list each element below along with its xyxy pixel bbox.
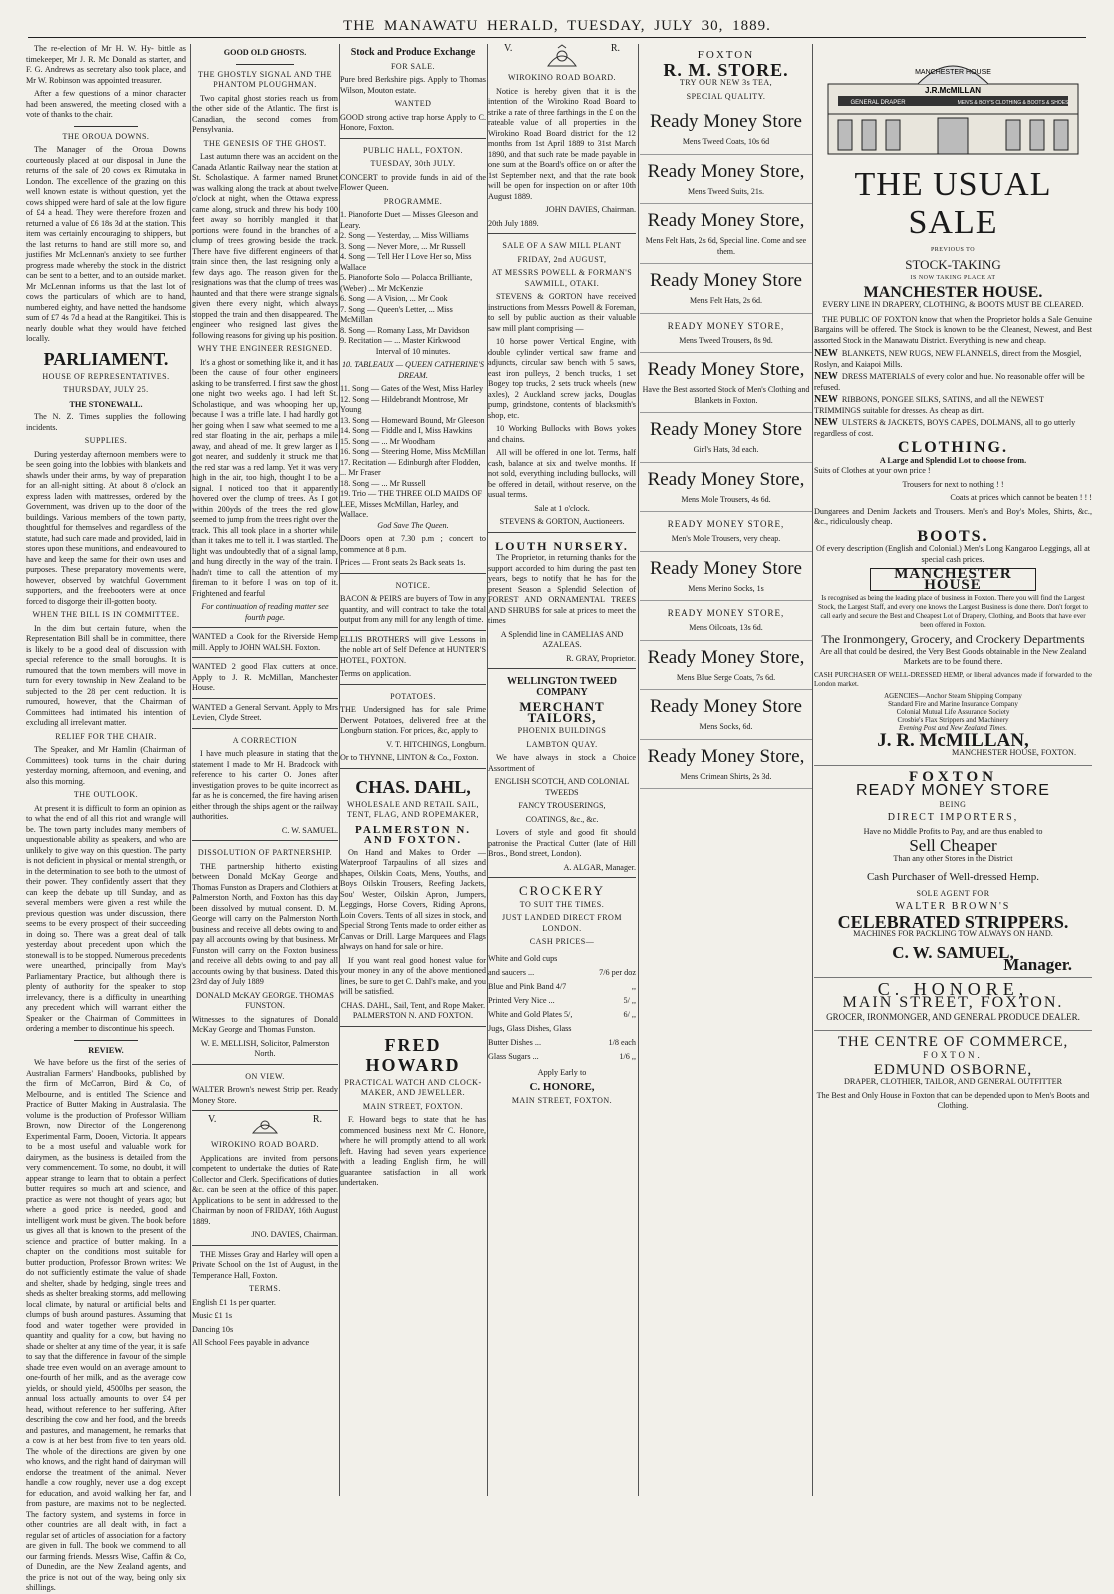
ad-text: Are all that could be desired, the Very Best Goods obtainable in the New Zealand Markets are to be found there. <box>819 646 1087 666</box>
ad-text: Apply Early to <box>537 1067 587 1077</box>
article-subtitle: THE GHOSTLY SIGNAL AND THE PHANTOM PLOUGHMAN. <box>197 69 333 89</box>
business-location: LAMBTON QUAY. <box>526 739 598 749</box>
svg-text:GENERAL DRAPER: GENERAL DRAPER <box>850 100 906 106</box>
notice <box>192 1064 338 1107</box>
rms-ad-text: Mens Oilcoats, 13s 6d. <box>689 623 763 632</box>
ad-text: WALTER BROWN'S <box>895 901 1011 912</box>
ad-text: Pure bred Berkshire pigs. Apply to Thomas Wilson, Mouton estate. <box>340 75 486 95</box>
list-item: 10. TABLEAUX — QUEEN CATHERINE'S DREAM. <box>341 360 485 380</box>
signature: V. T. HITCHINGS, Longburn. <box>386 739 486 749</box>
date: TUESDAY, 30th JULY. <box>370 159 456 168</box>
rms-ad-list <box>640 105 812 789</box>
signature: A. ALGAR, Manager. <box>563 862 636 872</box>
ad-text: Dungarees and Denim Jackets and Trousers. Men's and Boy's Moles, Shirts, &c., &c., ridiculously cheap. <box>814 506 1092 526</box>
business-location: PHOENIX BUILDINGS <box>517 726 607 735</box>
rms-ad-title: Ready Money Store <box>650 270 802 291</box>
list-item: 15. Song — ... Mr Woodham <box>340 436 435 446</box>
subheading: THE OUTLOOK. <box>73 790 139 799</box>
new-label: NEW <box>814 394 838 405</box>
price-row: Blue and Pink Band 4/7 ,, <box>488 981 636 991</box>
rms-ad-text: Mens Socks, 6d. <box>699 722 753 731</box>
section-heading: THE OROUA DOWNS. <box>62 131 150 141</box>
business-name: FRED HOWARD <box>365 1034 461 1075</box>
business-location: MAIN STREET, FOXTON. <box>511 1095 613 1105</box>
crest-letter: V. <box>208 1114 217 1125</box>
new-label: NEW <box>814 371 838 382</box>
section-heading: PARLIAMENT. <box>43 348 169 369</box>
ad-text: COATINGS, &c., &c. <box>525 814 599 824</box>
notice-text: 10 Working Bullocks with Bows yokes and chains. <box>488 424 636 444</box>
slogan: TO SUIT THE TIMES. <box>519 899 605 909</box>
signature: W. E. MELLISH, Solicitor, Palmerston North. <box>200 1038 330 1058</box>
section-heading: THE STONEWALL. <box>69 399 143 409</box>
ad-text: The Best and Only House in Foxton that can be depended upon to Men's Boots and Clothing. <box>816 1090 1090 1110</box>
column-3 <box>340 44 486 1496</box>
article-title: GOOD OLD GHOSTS. <box>223 48 307 57</box>
subheading: THE GENESIS OF THE GHOST. <box>203 138 327 148</box>
price-row: and saucers ... 7/6 per doz <box>488 967 636 977</box>
rms-ad-title: Ready Money Store, <box>647 359 805 380</box>
notice-heading: TERMS. <box>249 1284 281 1293</box>
slogan: Sell Cheaper <box>909 836 997 855</box>
new-item-text: ULSTERS & JACKETS, BOYS CAPES, DOLMANS, all to go utterly regardless of cost. <box>814 418 1076 438</box>
new-items-list <box>814 349 1092 439</box>
price-list <box>488 952 636 1064</box>
slogan: JUST LANDED DIRECT FROM LONDON. <box>502 913 622 933</box>
subheading: FOR SALE. <box>390 61 436 71</box>
business-ad <box>488 532 636 665</box>
notice <box>192 840 338 1060</box>
signature: JOHN DAVIES, Chairman. <box>545 205 636 214</box>
rms-ad-text: Mens Tweed Suits, 21s. <box>688 186 764 196</box>
masthead: THE MANAWATU HERALD, TUESDAY, JULY 30, 1889. <box>28 18 1086 38</box>
continuation-note: For continuation of reading matter see fourth page. <box>201 602 329 622</box>
classified-ad <box>192 657 338 694</box>
classified-ad <box>340 630 486 680</box>
ad-text: Terms on application. <box>340 669 412 678</box>
auction-ad <box>488 233 636 528</box>
classified-ad <box>192 627 338 653</box>
rms-ad-text: Mens Crimean Shirts, 2s 3d. <box>680 771 772 781</box>
ad-text: THE PUBLIC OF FOXTON know that when the Proprietor holds a Sale Genuine Bargains will be offered. The Stock is known to be the Cleanest, Newest, and Best assorted Stock in the Manawatu District. Everything is new and cheap. <box>814 314 1092 345</box>
business-name: LOUTH NURSERY. <box>495 538 629 553</box>
column-4 <box>488 44 636 1496</box>
slogan: TRY OUR NEW 3s TEA, <box>679 78 773 87</box>
rms-ad <box>640 155 812 205</box>
signature: R. GRAY, Proprietor. <box>566 653 636 663</box>
ad-text: Is recognised as being the leading place of business in Foxton. There you will find the Largest Stock, the Largest Staff, and every one knows the Largest Business is done there. Don't forget to call early and secure the Best and Cheapest Lot of Drapery, Clothing, and Boots that have ever been offered in Foxton. <box>818 594 1088 629</box>
business-location: MAIN STREET, FOXTON. <box>362 1101 464 1111</box>
rms-ad-title: Ready Money Store, <box>647 160 805 182</box>
subheading: PROGRAMME. <box>383 196 443 206</box>
price-row: Glass Sugars ... 1/6 ,, <box>488 1051 636 1061</box>
ad-text: Of every description (English and Colonial.) Men's Long Kangaroo Leggings, all at special cash prices. <box>815 544 1091 564</box>
ad-text: Crosbie's Flax Strippers and Machinery <box>897 715 1009 724</box>
column-6 <box>814 44 1092 1496</box>
list-item: 11. Song — Gates of the West, Miss Harley <box>340 384 484 393</box>
ad-text: On Hand and Makes to Order — Waterproof Tarpaulins of all sizes and shapes, Oilskin Coats, Mens, Youths, and Boys Oilskin Trousers, Reefing Jackets, Sou' Wester, Oilskin Apron, Jumpers, Leggings, Horse Covers, Riding Aprons, Loin Covers. Tents of all sizes in stock, and Special Strong Tents made to order either as Canvas or Drill. Large Marquees and Flags always on hand for sale or hire. <box>340 847 486 951</box>
business-desc: WHOLESALE AND RETAIL SAIL, TENT, FLAG, AND ROPEMAKER, <box>346 799 480 819</box>
new-item <box>814 372 1092 393</box>
rms-ad-title: Ready Money Store <box>650 111 802 132</box>
subheading: IS NOW TAKING PLACE AT <box>910 275 996 281</box>
notice <box>192 1110 338 1241</box>
ad-text: Evening Post and New Zealand Times. <box>898 723 1008 732</box>
article-text: It's a ghost or something like it, and it has been the cause of four other engineers asking to be transferred. I first saw the ghost one night two weeks ago. I had left St. Scholastique, and was whooping her up, because I was a trifle late. I had hardly got her going when I saw what seemed to me a red star floating in the air, perhaps a mile away, and ahead of me. It grew larger as I got nearer, and suddenly it struck me that the red star was a red lamp. Yet it was very high in the air, too high, thought I to be a signal. I noticed too that it apparently hovered over the clump of trees. As I got within 200yds of the trees the red glow seemed to jump from the trees right over the track. This all took place in a shorter while than it takes me to tell it. I was startled. The light was undoubtedly that of a signal lamp, and hung directly in the way of the train. I hadn't time to call the attention of my fireman to it before I was on top of it. Frightened and fearful <box>192 357 338 598</box>
royal-crest-icon <box>542 44 582 70</box>
column-5 <box>640 44 812 1496</box>
signature: STEVENS & GORTON, Auctioneers. <box>499 517 625 526</box>
article-text: Last autumn there was an accident on the Canada Atlantic Railway near the station at St. Scholastique. A farmer named Brunet was walking along the track at about twelve o'clock at night, when the Ottawa express came along, struck and threw his body 100 feet away so horribly mangled it that portions were found in the branches of a clump of trees growing beside the track. There have five different engineers of that train since then, the last resigning only a few days ago. The reason given for the resignations was that the clump of trees was haunted and that there were strange signals given there every night, which always stopped the train and then disappeared. The engineer who resigned last gives the following reasons for giving up his position. <box>192 152 338 340</box>
royal-crest-icon <box>248 1115 282 1137</box>
interval-note: Interval of 10 minutes. <box>375 346 451 356</box>
ad-text: AGENCIES—Anchor Steam Shipping Company <box>884 691 1022 700</box>
rms-ad <box>640 690 812 740</box>
new-label: NEW <box>814 348 838 359</box>
ad-text: EVERY LINE IN DRAPERY, CLOTHING, & BOOTS MUST BE CLEARED. <box>822 300 1084 309</box>
column-1 <box>26 44 186 1592</box>
subheading: CASH PRICES— <box>529 937 595 946</box>
price-row: Jugs, Glass Dishes, Glass <box>488 1023 572 1033</box>
rms-ad-text: Men's Mole Trousers, very cheap. <box>671 534 781 543</box>
signature: JNO. DAVIES, Chairman. <box>251 1230 338 1239</box>
programme-list <box>340 384 486 521</box>
rms-ad-text: Mens Mole Trousers, 4s 6d. <box>681 494 771 504</box>
rms-ad <box>640 204 812 264</box>
ad-text: Coats at prices which cannot be beaten ! ! ! <box>950 493 1092 502</box>
location: AT MESSRS POWELL & FORMAN'S SAWMILL, OTAKI. <box>491 268 633 288</box>
list-item: 1. Pianoforte Duet — Misses Gleeson and Leary. <box>340 210 479 230</box>
new-item <box>814 395 1092 416</box>
ad-text: WANTED 2 good Flax cutters at once. Apply to J. R. McMillan, Manchester House. <box>192 662 338 692</box>
business-desc: PRACTICAL WATCH AND CLOCK-MAKER, AND JEWELLER. <box>344 1077 482 1097</box>
ad-text: GOOD strong active trap horse Apply to C. Honore, Foxton. <box>340 112 486 132</box>
rms-ad <box>640 314 812 354</box>
ad-text: SOLE AGENT FOR <box>916 888 990 898</box>
ad-text: WANTED a Cook for the Riverside Hemp mill. Apply to JOHN WALSH. Foxton. <box>192 632 338 652</box>
new-label: NEW <box>814 417 838 428</box>
rms-ad-text: Mens Tweed Trousers, 8s 9d. <box>679 335 773 345</box>
section-heading: BOOTS. <box>917 527 989 545</box>
ad-text: Colonial Mutual Life Assurance Society <box>896 707 1010 716</box>
ad-text: Or to THYNNE, LINTON & Co., Foxton. <box>340 753 479 762</box>
article-text: The Speaker, and Mr Hamlin (Chairman of Committees) took turns in the chair during yesterday morning, afternoon, and evening, and also this morning. <box>26 745 186 786</box>
ad-text: DIRECT IMPORTERS, <box>887 812 1019 823</box>
date: FRIDAY, 2nd AUGUST, <box>517 254 607 264</box>
column-rule <box>638 44 639 1496</box>
ad-text: MACHINES FOR PACKLING TOW ALWAYS ON HAND. <box>853 929 1053 938</box>
ad-text: The Proprietor, in returning thanks for the support accorded to him during the past ten years, begs to notify that he has for the present Season a Splendid Selection of FOREST AND ORNAMENTAL TREES AND SHRUBS for sale at prices to meet the times <box>488 553 636 625</box>
rms-ad-title: Ready Money Store, <box>647 468 805 490</box>
business-name: WELLINGTON TWEED COMPANY <box>507 676 617 698</box>
business-ad <box>340 768 486 1022</box>
list-item: 16. Song — Steering Home, Miss McMillan <box>340 447 486 456</box>
rms-ad-text: Mens Felt Hats, 2s 6d. <box>690 296 762 305</box>
list-item: 5. Pianoforte Solo — Polacca Brilliante, (Weber) ... Mr McKenzie <box>340 273 473 293</box>
business-location: PALMERSTON N. AND FOXTON. <box>354 823 472 846</box>
article-text: The Manager of the Oroua Downs courteously placed at our disposal in June the returns of the sale of 20 cows ex Rimutaka in London. The excellence of the grazing on this well known estate is without question, yet the cows shipped were hard of sale at the low figure of £4 a head. They were therefore frozen and returned a value of £6 18s 3d at the station. This item was certainly encouraging to shippers, but the last returns to hand are still more so, and justifies Mr McLennan's anxiety to see further progress made whereby the stock in the district can be sent to a better, and to an outside market. Mr McLennan informs us that the last lot of cows the particulars of which are to hand, numbered eighty, and have netted the handsome sum of £7 4s 7d a head at the Rangitikei. This is nearly double what they would have fetched locally. <box>26 145 186 343</box>
article-text: Two capital ghost stories reach us from the other side of the Atlantic. The first is Canadian, the second comes from Pensylvania. <box>192 93 338 134</box>
section-heading: CLOTHING. <box>897 439 1008 456</box>
anthem: God Save The Queen. <box>377 520 449 530</box>
notice-heading: POTATOES. <box>390 691 436 701</box>
article-text: The re-election of Mr H. W. Hy- bittle as timekeeper, Mr J. R. Mc Donald as starter, and F. G. Andrews as secretary also took place, and Mr W. Robinson was appointed treasurer. <box>26 44 186 85</box>
column-rule <box>190 44 191 1496</box>
rms-ad-text: Mens Merino Socks, 1s <box>688 583 764 593</box>
rms-ad <box>640 601 812 641</box>
rms-ad-title: Ready Money Store <box>650 557 802 579</box>
section-subheading: HOUSE OF REPRESENTATIVES. <box>42 371 170 381</box>
notice-text: 10 horse power Vertical Engine, with double cylinder vertical saw frame and adjuncts, circular saw bench with 5 saws, east iron pulleys, 2 bench trucks, 1 set Bogey top trucks, 2 sets truck wheels (new axles), 2 Auckland screw jacks, Douglas pump, grindstone, contents of blacksmith's shop, etc. <box>488 337 636 420</box>
crest-letter: R. <box>312 1114 322 1125</box>
headline: THE USUAL SALE <box>854 166 1052 241</box>
business-location: MANCHESTER HOUSE, FOXTON. <box>951 748 1076 757</box>
rms-ad-title: READY MONEY STORE, <box>667 320 785 331</box>
slogan: CELEBRATED STRIPPERS. <box>837 911 1069 932</box>
ad-text: Prices — Front seats 2s Back seats 1s. <box>340 558 466 567</box>
business-name: FOXTON <box>909 768 997 785</box>
notice-text: All will be offered in one lot. Terms, half cash, balance at six and twelve months. If not sold, everything including bullocks, will be offered in detail, without reserve, on the usual terms. <box>488 448 636 499</box>
business-name: CHAS. DAHL, <box>355 776 471 797</box>
ad-text: DRAPER, CLOTHIER, TAILOR, AND GENERAL OUTFITTER <box>843 1077 1063 1086</box>
list-item: 18. Song — ... Mr Russell <box>340 478 426 488</box>
notice-text: STEVENS & GORTON have received instructions from Messrs Powell & Foreman, to sell by public auction as their valuable saw mill plant comprising — <box>488 292 636 333</box>
notice-heading: NOTICE. <box>395 580 431 590</box>
rms-ad-title: Ready Money Store, <box>647 745 805 767</box>
price-row: White and Gold Plates 5/, 6/ ,, <box>488 1009 636 1019</box>
rms-ad-title: Ready Money Store, <box>647 646 805 668</box>
classified-ad <box>340 684 486 764</box>
fee-line: English £1 1s per quarter. <box>192 1297 276 1307</box>
concert-ad <box>340 138 486 569</box>
business-name: CROCKERY <box>518 883 606 898</box>
notice-text: THE Misses Gray and Harley will open a Private School on the 1st of August, in the Temperance Hall, Foxton. <box>192 1249 338 1280</box>
ad-text: Doors open at 7.30 p.m ; concert to commence at 8 p.m. <box>340 534 486 554</box>
list-item: 6. Song — A Vision, ... Mr Cook <box>340 294 448 303</box>
notice-text: WALTER Brown's newest Strip per. Ready Money Store. <box>192 1085 338 1105</box>
rms-ad-text: Girl's Hats, 3d each. <box>693 445 759 454</box>
column-rule <box>812 44 813 1496</box>
list-item: 14. Song — Fiddle and I, Miss Hawkins <box>340 426 473 435</box>
ad-text: F. Howard begs to state that he has commenced business next Mr C. Honore, where he will promptly attend to all work left. Having had seven years experience with a leading English firm, he will guarantee satisfaction in all work undertaken. <box>340 1115 486 1187</box>
notice-text: THE partnership hitherto existing between Donald McKay George and Thomas Funston as Drapers and Clothiers at Palmerston North, and Foxton has this day been dissolved by mutual consent. D. M. George will carry on the Palmerston North business and receive all debts owing to and pay all accounts owing by that business. Mr Funston will carry on the Foxton business and receive all debts owing to and pay all accounts owing by that business. Dated this 23rd day of July 1889 <box>192 861 338 986</box>
ad-text: CONCERT to provide funds in aid of the Flower Queen. <box>340 172 486 192</box>
rms-ad <box>640 512 812 552</box>
price-row: Printed Very Nice ... 5/ ,, <box>488 995 636 1005</box>
notice-heading: A CORRECTION <box>232 735 298 745</box>
subheading: SUPPLIES. <box>84 436 128 445</box>
rms-ad <box>640 105 812 155</box>
notice-text: All School Fees payable in advance <box>192 1338 310 1347</box>
signature: C. W. SAMUEL. <box>281 825 338 835</box>
rms-ad-title: Ready Money Store, <box>647 210 805 231</box>
business-ad <box>488 877 636 1106</box>
list-item: 8. Song — Romany Lass, Mr Davidson <box>340 325 470 335</box>
manchester-house-illustration <box>818 44 1088 162</box>
list-item: 19. Trio — THE THREE OLD MAIDS OF LEE, Misses McMillan, Harley, and Wallace. <box>340 489 483 519</box>
notice-heading: SALE OF A SAW MILL PLANT <box>502 241 622 250</box>
notice-text: Applications are invited from persons competent to undertake the duties of Rate Collector and Clerk. Specifications of duties &c. can be seen at the office of this paper. Applications to be sent in addressed to the Chairman by noon of FRIDAY, 16th August 1889. <box>192 1153 338 1226</box>
ad-text: ENGLISH SCOTCH, AND COLONIAL TWEEDS <box>494 777 630 797</box>
notice-text: Sale at 1 o'clock. <box>534 503 590 513</box>
notice <box>340 573 486 626</box>
subheading: WHEN THE BILL IS IN COMMITTEE. <box>32 610 180 619</box>
programme-list <box>340 210 486 347</box>
business-ad <box>340 1026 486 1189</box>
ad-text: Cash Purchaser of Well-dressed Hemp. <box>866 871 1040 883</box>
ad-text: Than any other Stores in the District <box>893 853 1013 863</box>
list-item: 12. Song — Hildebrandt Montrose, Mr Young <box>340 394 469 414</box>
section-heading: MANCHESTER HOUSE <box>870 568 1037 591</box>
rms-ad <box>640 463 812 513</box>
rms-ad-title: Ready Money Store <box>650 419 802 440</box>
business-name: C. HONORE, <box>877 978 1029 999</box>
rms-ad-title: READY MONEY STORE, <box>667 519 785 529</box>
article-text: During yesterday afternoon members were to be seen going into the lobbies with blankets and shawls under their arms, by way of preparation for an all-night sitting. At about 8 o'clock an express laden with mattresses, ordered by the Government, was driven up to the door of the buildings. Various members of the town party, thoughtful for themselves and regardless of the statute, had such care made and provided, laid in stores upon these munitions, and endeavoured to have and keep the same for their own uses and purposes. These preparatory movements were, however, observed by watchful Government supporters, and the freebooters were at once forced to disgorge their ill-gotten booty. <box>26 449 186 606</box>
new-item-text: RIBBONS, PONGEE SILKS, SATINS, and all the NEWEST TRIMMINGS suitable for dresses. As cheap as dirt. <box>814 395 1044 415</box>
rms-ad-text: Mens Felt Hats, 2s 6d, Special line. Come and see them. <box>645 236 807 256</box>
list-item: 2. Song — Yesterday, ... Miss Williams <box>340 231 469 240</box>
rms-ad <box>640 264 812 314</box>
title: Manager. <box>1003 955 1072 974</box>
notice-heading: DISSOLUTION OF PARTNERSHIP. <box>197 848 333 857</box>
business-location: FOXTON. <box>923 1050 983 1060</box>
business-ad <box>488 668 636 873</box>
ad-text: Suits of Clothes at your own price ! <box>814 466 931 475</box>
list-item: 4. Song — Tell Her I Love Her so, Miss Wallace <box>340 252 472 272</box>
notice <box>192 1245 338 1349</box>
business-location: MAIN STREET, FOXTON. <box>842 994 1064 1011</box>
venue: PUBLIC HALL, FOXTON. <box>362 145 464 155</box>
business-name: C. W. SAMUEL, <box>892 942 1014 962</box>
ad-text: WANTED a General Servant. Apply to Mrs Levien, Clyde Street. <box>192 702 338 722</box>
new-item-text: DRESS MATERIALS of every color and hue. No reasonable offer will be refused. <box>814 372 1085 392</box>
list-item: 9. Recitation — ... Master Kirkwood <box>340 336 461 345</box>
new-item <box>814 418 1092 439</box>
ad-text: CASH PURCHASER OF WELL-DRESSED HEMP, or liberal advances made if forwarded to the London market. <box>814 670 1092 688</box>
signature: CHAS. DAHL, Sail, Tent, and Rope Maker. PALMERSTON N. AND FOXTON. <box>340 1000 486 1020</box>
article-text: The N. Z. Times supplies the following incidents. <box>26 412 186 432</box>
rms-ad-text: Have the Best assorted Stock of Men's Clothing and Blankets in Foxton. <box>642 385 810 405</box>
new-item-text: BLANKETS, NEW RUGS, NEW FLANNELS, direct from the Mosgiel, Roslyn, and Kaiapoi Mills. <box>814 349 1082 369</box>
slogan: SPECIAL QUALITY. <box>686 91 766 101</box>
store-name: MANCHESTER HOUSE. <box>863 283 1043 301</box>
date: 20th July 1889. <box>488 218 539 228</box>
list-item: 13. Song — Homeward Bound, Mr Gleeson <box>340 415 485 425</box>
ad-text: Standard Fire and Marine Insurance Company <box>888 699 1018 708</box>
rms-ad <box>640 740 812 790</box>
rms-ad-text: Mens Blue Serge Coats, 7s 6d. <box>676 672 776 682</box>
ad-text: THE Undersigned has for sale Prime Derwent Potatoes, delivered free at the Longburn station. For prices, &c, apply to <box>340 705 486 735</box>
article-text: In the dim but certain future, when the Representation Bill shall be in committee, there is likely to be a good deal of discussion with special reference to the small boroughs. It is rumoured that the town members will move in turn for every township in New Zealand to be subjected to the 28 per cent reduction. It is rumoured, however, that the Chairman of Committees had intimated his intention of excluding all irrelevant matter. <box>26 623 186 727</box>
article-text: We have before us the first of the series of Australian Farmers' Handbooks, published by the firm of McCarron, Bird & Co, of Melbourne, and is entitled The Science and Practice of Butter Making in Australasia. The volume is the production of Professor William Brown, now Director of the Longerenong Experimental Farm, Dooen, Victoria. It appears to be a most useful and valuable work for dairymen, as the business is detailed from the very commencement. To some, no doubt, it will appear strange to learn that to obtain a perfect butter requires so much art and science, and practice as were not thought of years ago; but where a good price is needed, good and intelligent work must be given. The book before us gives all that is known to the present of the science and practice of butter making. In a chapter on the conditions most suitable for butter production, Professor Brown writes: We do not sufficiently estimate the value of shade and shelter, shade by hedging, single trees and sheds as shelter breaking storms, add mellowing local climate, by natural or artificial belts and clumps of bush around pastures. Assuming that food and water together were provided in quantity and quality for a cow, but having no shade or shelter at any time of the year, it is safe to say that the difference in favour of the simple shade tree even would on an average amount to one-fourth of her milk, and as the average cow yields, or should yield, 4500lbs per season, the annual loss actually amounts to over £4 per head, without reference to her suffering. After describing the cow and her food, and the breeds and pastures, and management, he remarks that a cow is at her best from five to ten years old. The whole of the directions are given by one who knows, and the right hand of dairyman will endorse the treatment of the animal. Never handle a cow roughly, never use a dog except for education, and avoid walking her far, and from pasture, are maxims not to be neglected. The factory system, and systems in force in other countries are all dealt with, in fact a regular set of articles of association for a factory are given in full. The book we commend to all our farming friends. Messrs Wise, Caffin & Co, of Dunedin, are the New Zealand agents, and the price is not out of the way, being only six shillings. <box>26 1058 186 1592</box>
rms-ad <box>640 353 812 413</box>
list-item: 3. Song — Never More, ... Mr Russell <box>340 241 466 251</box>
new-item <box>814 349 1092 370</box>
ad-text: Lovers of style and good fit should patronise the Practical Cutter (late of Hill Bros., Bond street, London). <box>488 828 636 858</box>
rms-ad <box>640 552 812 602</box>
subheading: STOCK-TAKING <box>905 256 1001 272</box>
article-text: After a few questions of a minor character had been answered, the meeting closed with a vote of thanks to the chair. <box>26 89 186 119</box>
business-name: EDMUND OSBORNE, <box>873 1061 1033 1078</box>
notice-heading: ON VIEW. <box>245 1071 285 1081</box>
svg-text:J.R.McMILLAN: J.R.McMILLAN <box>925 86 981 95</box>
notice-heading: WIROKINO ROAD BOARD. <box>508 73 616 82</box>
subheading: RELIEF FOR THE CHAIR. <box>55 731 157 741</box>
article-text: At present it is difficult to form an opinion as to what the end of all this riot and wrangle will be. The town party includes many members of unquestionable ability as speakers, and who are unlikely to give way on this question. The party is not deficient in physical or mental strength, or in the determination to see both to the utmost of their power. They confidently assert that they can keep the debate up till Sunday, and as several members were given a rest while the previous question was under discussion, there seems to be every prospect of their succeeding in doing so. There was a great deal of talk yesterday about precedent upon which the stonewall is to be stopped. Numerous precedents were unearthed, principally from May's Parliamentary Practice, but although there is plenty of authority for the speaker to stop irrelevancy, there is a difficulty in unearthing any precedent which will warrant either the Speaker or the Chairman of Committees in ordering a member to discontinue his speech. <box>26 803 186 1033</box>
notice-text: Witnesses to the signatures of Donald McKay George and Thomas Funston. <box>192 1014 338 1034</box>
signature: DONALD McKAY GEORGE. THOMAS FUNSTON. <box>196 990 334 1010</box>
rms-ad-title: Ready Money Store <box>650 696 802 717</box>
fee-line: Dancing 10s <box>192 1324 234 1334</box>
notice <box>192 728 338 837</box>
subheading: WANTED <box>394 99 432 108</box>
ad-text: A Splendid line in CAMELIAS AND AZALEAS. <box>500 629 624 649</box>
svg-text:MANCHESTER HOUSE: MANCHESTER HOUSE <box>915 69 991 76</box>
section-heading: REVIEW. <box>88 1045 124 1055</box>
classified-ad <box>192 698 338 724</box>
ad-text: Have no Middle Profits to Pay, and are thus enabled to <box>863 826 1043 836</box>
ad-text: We have always in stock a Choice Assortment of <box>488 753 636 773</box>
subheading: PREVIOUS TO <box>930 247 976 253</box>
ad-text: A Large and Splendid Lot to choose from. <box>879 455 1027 465</box>
rms-ad <box>640 413 812 463</box>
business-desc: MERCHANT TAILORS, <box>519 699 605 725</box>
price-row: White and Gold cups <box>488 953 558 963</box>
store-name: READY MONEY STORE <box>856 782 1050 799</box>
notice-text: Notice is hereby given that it is the intention of the Wirokino Road Board to strike a rate of three farthings in the £ on the rateable value of all properties in the Wirokino Road Board district for the 12 months from 1st April 1889 to 31st March 1890, and that such rate be made payable in one sum at the Board's office on or after the 1st September next, and that the rate book will be open for inspection on or after 10th August 1889. <box>488 86 636 201</box>
ad-text: FANCY TROUSERINGS, <box>518 801 606 810</box>
column-2 <box>192 44 338 1496</box>
section-heading: The Ironmongery, Grocery, and Crockery Departments <box>821 632 1085 646</box>
notice-text: I have much pleasure in stating that the statement I made to Mr H. Bradcock with reference to his carter O. Jones after investigation proves to be quite incorrect as far as he is concerned, the fire having arisen either through the ships agent or the railway authorities. <box>192 749 338 821</box>
ad-text: If you want real good honest value for your money in any of the above mentioned lines, be sure to get C. Dahl's make, and you will be satisfied. <box>340 955 486 996</box>
business-name: J. R. McMILLAN, <box>877 729 1029 751</box>
svg-text:MEN'S & BOY'S CLOTHING & BOOTS: MEN'S & BOY'S CLOTHING & BOOTS & SHOES <box>957 100 1069 106</box>
notice-heading: WIROKINO ROAD BOARD. <box>211 1140 319 1149</box>
rms-ad <box>640 641 812 691</box>
ad-text: GROCER, IRONMONGER, AND GENERAL PRODUCE DEALER. <box>826 1011 1080 1022</box>
ad-text: ELLIS BROTHERS will give Lessons in the noble art of Self Defence at HUNTER'S HOTEL, FOXTON. <box>340 634 486 665</box>
list-item: 17. Recitation — Edinburgh after Flodden, ... Mr Fraser <box>340 457 481 477</box>
crest-letter: R. <box>610 43 620 54</box>
rms-ad-text: Mens Tweed Coats, 10s 6d <box>682 137 770 146</box>
fee-line: Music £1 1s <box>192 1311 233 1320</box>
business-name: C. HONORE, <box>529 1081 595 1093</box>
store-name: R. M. STORE. <box>663 59 789 80</box>
business-name: THE CENTRE OF COMMERCE, <box>837 1033 1069 1050</box>
dateline: THURSDAY, JULY 25. <box>63 385 149 394</box>
crest-letter: V. <box>504 43 513 54</box>
list-item: 7. Song — Queen's Letter, ... Miss McMillan <box>340 304 453 324</box>
ad-text: Trousers for next to nothing ! ! <box>902 479 1004 489</box>
ad-text: BEING <box>939 799 967 809</box>
section-heading: Stock and Produce Exchange <box>350 47 476 58</box>
rms-ad-title: READY MONEY STORE, <box>667 608 785 618</box>
notice-text: BACON & PEIRS are buyers of Tow in any quantity, and will contract to take the total output from any mill for any length of time. <box>340 594 486 624</box>
price-row: Butter Dishes ... 1/8 each <box>488 1037 636 1047</box>
subheading: WHY THE ENGINEER RESIGNED. <box>197 344 333 353</box>
town: FOXTON <box>697 49 755 61</box>
